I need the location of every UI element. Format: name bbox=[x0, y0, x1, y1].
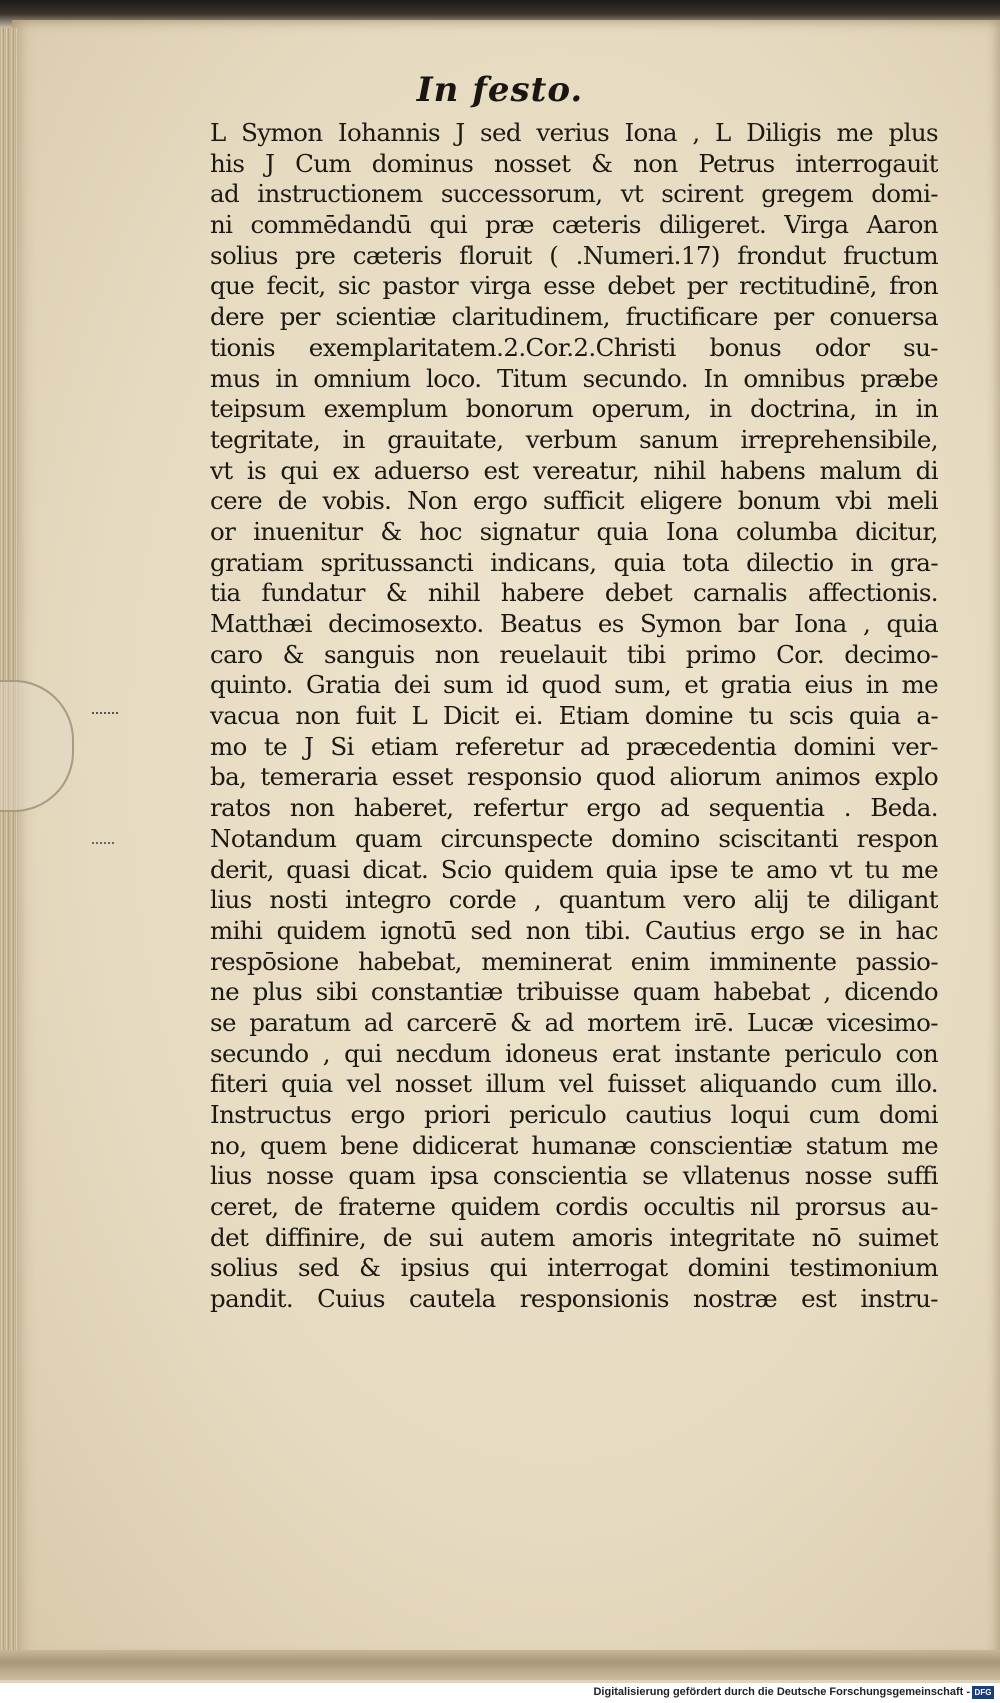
text-line: caro & sanguis non reuelauit tibi primo Cor. decimo- bbox=[210, 639, 938, 669]
dfg-logo: DFG bbox=[972, 1686, 994, 1699]
text-line: que fecit, sic pastor virga esse debet per rectitudinē, fron bbox=[210, 271, 938, 301]
text-line: mo te J Si etiam referetur ad præcedentia domini ver- bbox=[210, 731, 938, 761]
text-line: derit, quasi dicat. Scio quidem quia ipse te amo vt tu me bbox=[210, 854, 938, 884]
text-line: gratiam spritussancti indicans, quia tota dilectio in gra- bbox=[210, 547, 938, 577]
text-line: ceret, de fraterne quidem cordis occultis nil prorsus au- bbox=[210, 1192, 938, 1222]
text-line: pandit. Cuius cautela responsionis nostræ est instru- bbox=[210, 1284, 938, 1314]
page-fore-edge bbox=[0, 28, 18, 1658]
text-line: tegritate, in grauitate, verbum sanum irreprehensibile, bbox=[210, 424, 938, 454]
text-line: ba, temeraria esset responsio quod aliorum animos explo bbox=[210, 762, 938, 792]
text-line: det diffinire, de sui autem amoris integritate nō suimet bbox=[210, 1222, 938, 1252]
text-line: or inuenitur & hoc signatur quia Iona columba dicitur, bbox=[210, 516, 938, 546]
text-line: Instructus ergo priori periculo cautius loqui cum domi bbox=[210, 1100, 938, 1129]
text-line: mihi quidem ignotū sed non tibi. Cautius ergo se in hac bbox=[210, 915, 938, 945]
text-line: teipsum exemplum bonorum operum, in doctrina, in in bbox=[210, 394, 938, 424]
text-line: his J Cum dominus nosset & non Petrus interrogauit bbox=[210, 148, 938, 178]
text-line: se paratum ad carcerē & ad mortem irē. Lucæ vicesimo- bbox=[210, 1007, 938, 1037]
text-line: cere de vobis. Non ergo sufficit eligere bonum vbi meli bbox=[210, 486, 938, 516]
text-line: Matthæi decimosexto. Beatus es Symon bar Iona , quia bbox=[210, 609, 938, 638]
text-line: solius sed & ipsius qui interrogat domini testimonium bbox=[210, 1253, 938, 1283]
text-line: tionis exemplaritatem.2.Cor.2.Christi bonus odor su- bbox=[210, 332, 938, 362]
text-line: no, quem bene didicerat humanæ conscientiæ statum me bbox=[210, 1130, 938, 1160]
text-line: lius nosse quam ipsa conscientia se vllatenus nosse suffi bbox=[210, 1161, 938, 1191]
text-line: respōsione habebat, meminerat enim imminente passio- bbox=[210, 946, 938, 976]
page-heading: In festo. bbox=[416, 70, 584, 110]
text-line: vacua non fuit L Dicit ei. Etiam domine tu scis quia a- bbox=[210, 701, 938, 731]
text-line: ratos non haberet, refertur ergo ad sequentia . Beda. bbox=[210, 793, 938, 823]
text-line: fiteri quia vel nosset illum vel fuisset aliquando cum illo. bbox=[210, 1069, 938, 1099]
text-line: ne plus sibi constantiæ tribuisse quam habebat , dicendo bbox=[210, 977, 938, 1007]
text-line: lius nosti integro corde , quantum vero alij te diligant bbox=[210, 885, 938, 915]
body-text bbox=[210, 118, 938, 1315]
text-line: secundo , qui necdum idoneus erat instante periculo con bbox=[210, 1038, 938, 1068]
text-line: ni commēdandū qui præ cæteris diligeret. Virga Aaron bbox=[210, 210, 938, 240]
text-line: Notandum quam circunspecte domino sciscitanti respon bbox=[210, 823, 938, 853]
text-line: tia fundatur & nihil habere debet carnalis affectionis. bbox=[210, 578, 938, 608]
digitization-credit: Digitalisierung gefördert durch die Deutsche Forschungsgemeinschaft - bbox=[593, 1686, 970, 1698]
page-bottom-edge bbox=[0, 1650, 1000, 1680]
text-line: ad instructionem successorum, vt scirent gregem domi- bbox=[210, 179, 938, 209]
text-line: quinto. Gratia dei sum id quod sum, et gratia eius in me bbox=[210, 670, 938, 700]
text-line: dere per scientiæ claritudinem, fructificare per conuersa bbox=[210, 302, 938, 332]
text-line: L Symon Iohannis J sed verius Iona , L Diligis me plus bbox=[210, 118, 938, 147]
text-line: vt is qui ex aduerso est vereatur, nihil habens malum di bbox=[210, 455, 938, 485]
margin-mark bbox=[92, 712, 118, 717]
margin-mark bbox=[92, 842, 114, 847]
text-line: solius pre cæteris floruit ( .Numeri.17) frondut fructum bbox=[210, 240, 938, 270]
text-line: mus in omnium loco. Titum secundo. In omnibus præbe bbox=[210, 363, 938, 393]
